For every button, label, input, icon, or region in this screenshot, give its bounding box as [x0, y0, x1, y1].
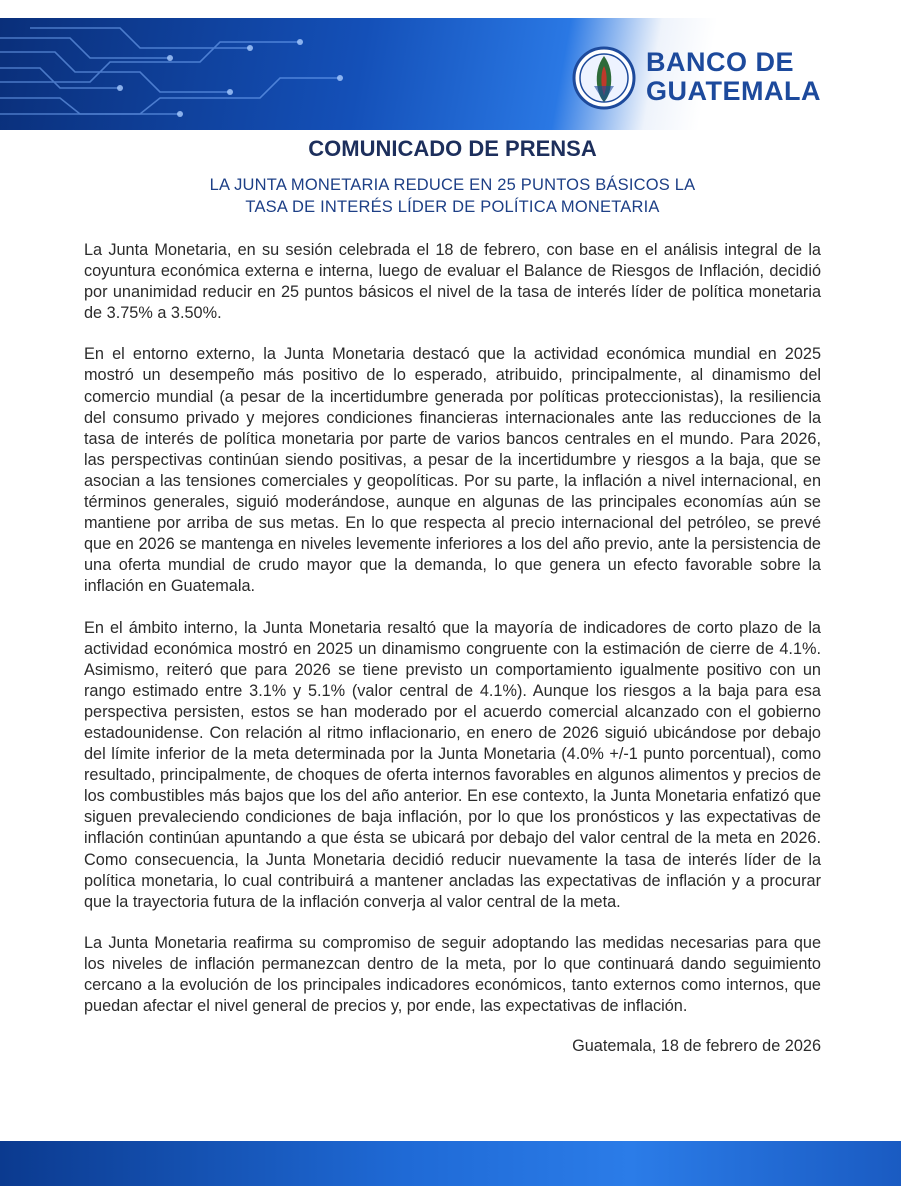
paragraph: En el entorno externo, la Junta Monetaria destacó que la actividad económica mundial en 2025 mostró un desempeño más positivo de lo esperado, atribuido, principalmente, al dinamismo del comercio mundial (a pesar de la incertidumbre generada por políticas proteccionistas), la resiliencia del consumo privado y mejores condiciones financieras internacionales ante las reducciones de la tasa de interés de política monetaria por parte de varios bancos centrales en el mundo. Para 2026, las perspectivas continúan siendo positivas, a pesar de la incertidumbre y riesgos a la baja, que se asocian a las tensiones comerciales y geopolíticas. Por su parte, la inflación a nivel internacional, en términos generales, siguió moderándose, aunque en algunas de las principales economías aún se mantiene por arriba de sus metas. En lo que respecta al precio internacional del petróleo, se prevé que en 2026 se mantenga en niveles levemente inferiores a los del año previo, ante la persistencia de una oferta mundial de crudo mayor que la demanda, lo que genera un efecto favorable sobre la inflación en Guatemala. — [84, 345, 821, 596]
paragraph: La Junta Monetaria, en su sesión celebrada el 18 de febrero, con base en el análisis integral de la coyuntura económica externa e interna, luego de evaluar el Balance de Riesgos de Inflación, decidió por unanimidad reducir en 25 puntos básicos el nivel de la tasa de interés líder de política monetaria de 3.75% a 3.50%. — [84, 241, 821, 323]
subtitle-line: TASA DE INTERÉS LÍDER DE POLÍTICA MONETARIA — [245, 198, 660, 216]
document-title: COMUNICADO DE PRENSA — [308, 136, 597, 161]
place-date-signature: Guatemala, 18 de febrero de 2026 — [572, 1037, 821, 1056]
document-subtitle — [84, 174, 821, 218]
top-margin — [0, 0, 901, 18]
bottom-margin — [0, 1186, 901, 1200]
bank-name-line2: GUATEMALA — [646, 76, 821, 106]
footer-band — [0, 1141, 901, 1186]
press-release-body — [84, 132, 821, 1056]
bank-name — [646, 48, 821, 106]
paragraph: En el ámbito interno, la Junta Monetaria resaltó que la mayoría de indicadores de corto plazo de la actividad económica mostró en 2025 un dinamismo congruente con la estimación de cierre de 4.1%. Asimismo, reiteró que para 2026 se tiene previsto un comportamiento igualmente positivo con un rango estimado entre 3.1% y 5.1% (valor central de 4.1%). Aunque los riesgos a la baja para esa perspectiva persisten, estos se han moderado por el acuerdo comercial alcanzado con el gobierno estadounidense. Con relación al ritmo inflacionario, en enero de 2026 siguió ubicándose por debajo del límite inferior de la meta determinada por la Junta Monetaria (4.0% +/-1 punto porcentual), como resultado, principalmente, de choques de oferta internos favorables en algunos alimentos y precios de los combustibles más bajos que los del año anterior. En ese contexto, la Junta Monetaria enfatizó que siguen prevaleciendo condiciones de baja inflación, por lo que los pronósticos y las expectativas de inflación continúan apuntando a que ésta se ubicará por debajo del valor central de la meta en 2026. Como consecuencia, la Junta Monetaria decidió reducir nuevamente la tasa de interés líder de la política monetaria, lo cual contribuirá a mantener ancladas las expectativas de inflación y a procurar que la trayectoria futura de la inflación converja al valor central de la meta. — [84, 618, 821, 911]
bank-name-line1: BANCO DE — [646, 47, 795, 77]
subtitle-line: LA JUNTA MONETARIA REDUCE EN 25 PUNTOS BÁSICOS LA — [209, 176, 696, 194]
paragraph: La Junta Monetaria reafirma su compromiso de seguir adoptando las medidas necesarias para que los niveles de inflación permanezcan dentro de la meta, por lo que continuará dando seguimiento cercano a la evolución de los principales indicadores económicos, tanto externos como internos, que puedan afectar el nivel general de precios y, por ende, las expectativas de inflación. — [84, 933, 821, 1016]
letterhead-banner — [0, 18, 901, 130]
quetzal-seal-icon — [572, 46, 636, 110]
circuit-pattern-icon — [0, 18, 420, 130]
